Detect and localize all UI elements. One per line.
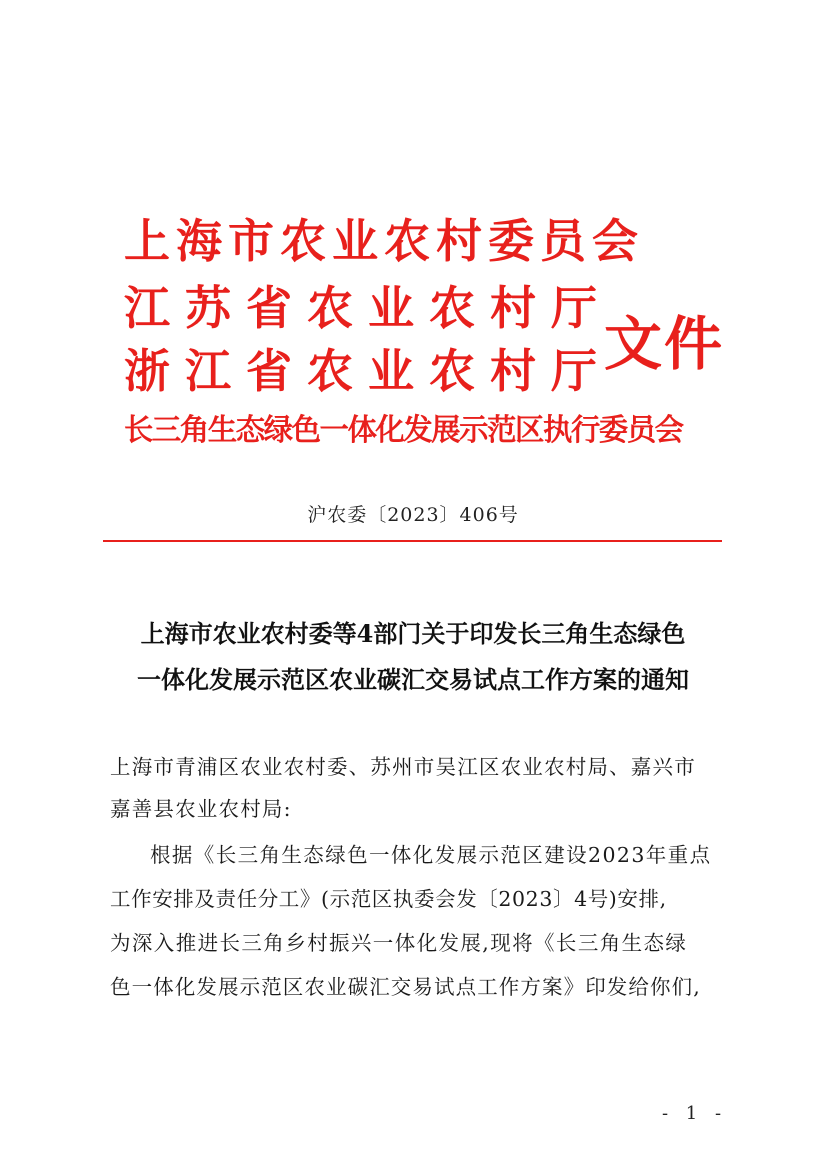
body-line-5: 为深入推进长三角乡村振兴一体化发展,现将《长三角生态绿 — [110, 931, 688, 955]
document-number: 沪农委〔2023〕406号 — [307, 504, 519, 526]
issuer-zhejiang: 浙江省农业农村厅 — [124, 344, 612, 398]
body-line-3: 根据《长三角生态绿色一体化发展示范区建设2023年重点 — [150, 843, 712, 867]
document-title-line-2: 一体化发展示范区农业碳汇交易试点工作方案的通知 — [137, 665, 689, 694]
body-line-1: 上海市青浦区农业农村委、苏州市吴江区农业农村局、嘉兴市 — [110, 755, 696, 779]
body-line-6: 色一体化发展示范区农业碳汇交易试点工作方案》印发给你们, — [110, 975, 701, 999]
page-number: - 1 - — [662, 1103, 728, 1124]
document-title-line-1: 上海市农业农村委等4部门关于印发长三角生态绿色 — [140, 619, 686, 648]
issuer-demo-zone: 长三角生态绿色一体化发展示范区执行委员会 — [124, 413, 683, 448]
red-divider — [103, 540, 722, 542]
issuer-shanghai: 上海市农业农村委员会 — [124, 214, 644, 268]
document-type-label: 文件 — [604, 310, 725, 378]
body-line-4: 工作安排及责任分工》(示范区执委会发〔2023〕4号)安排, — [110, 887, 667, 911]
issuer-jiangsu: 江苏省农业农村厅 — [124, 281, 612, 335]
body-line-2: 嘉善县农业农村局: — [110, 797, 292, 821]
